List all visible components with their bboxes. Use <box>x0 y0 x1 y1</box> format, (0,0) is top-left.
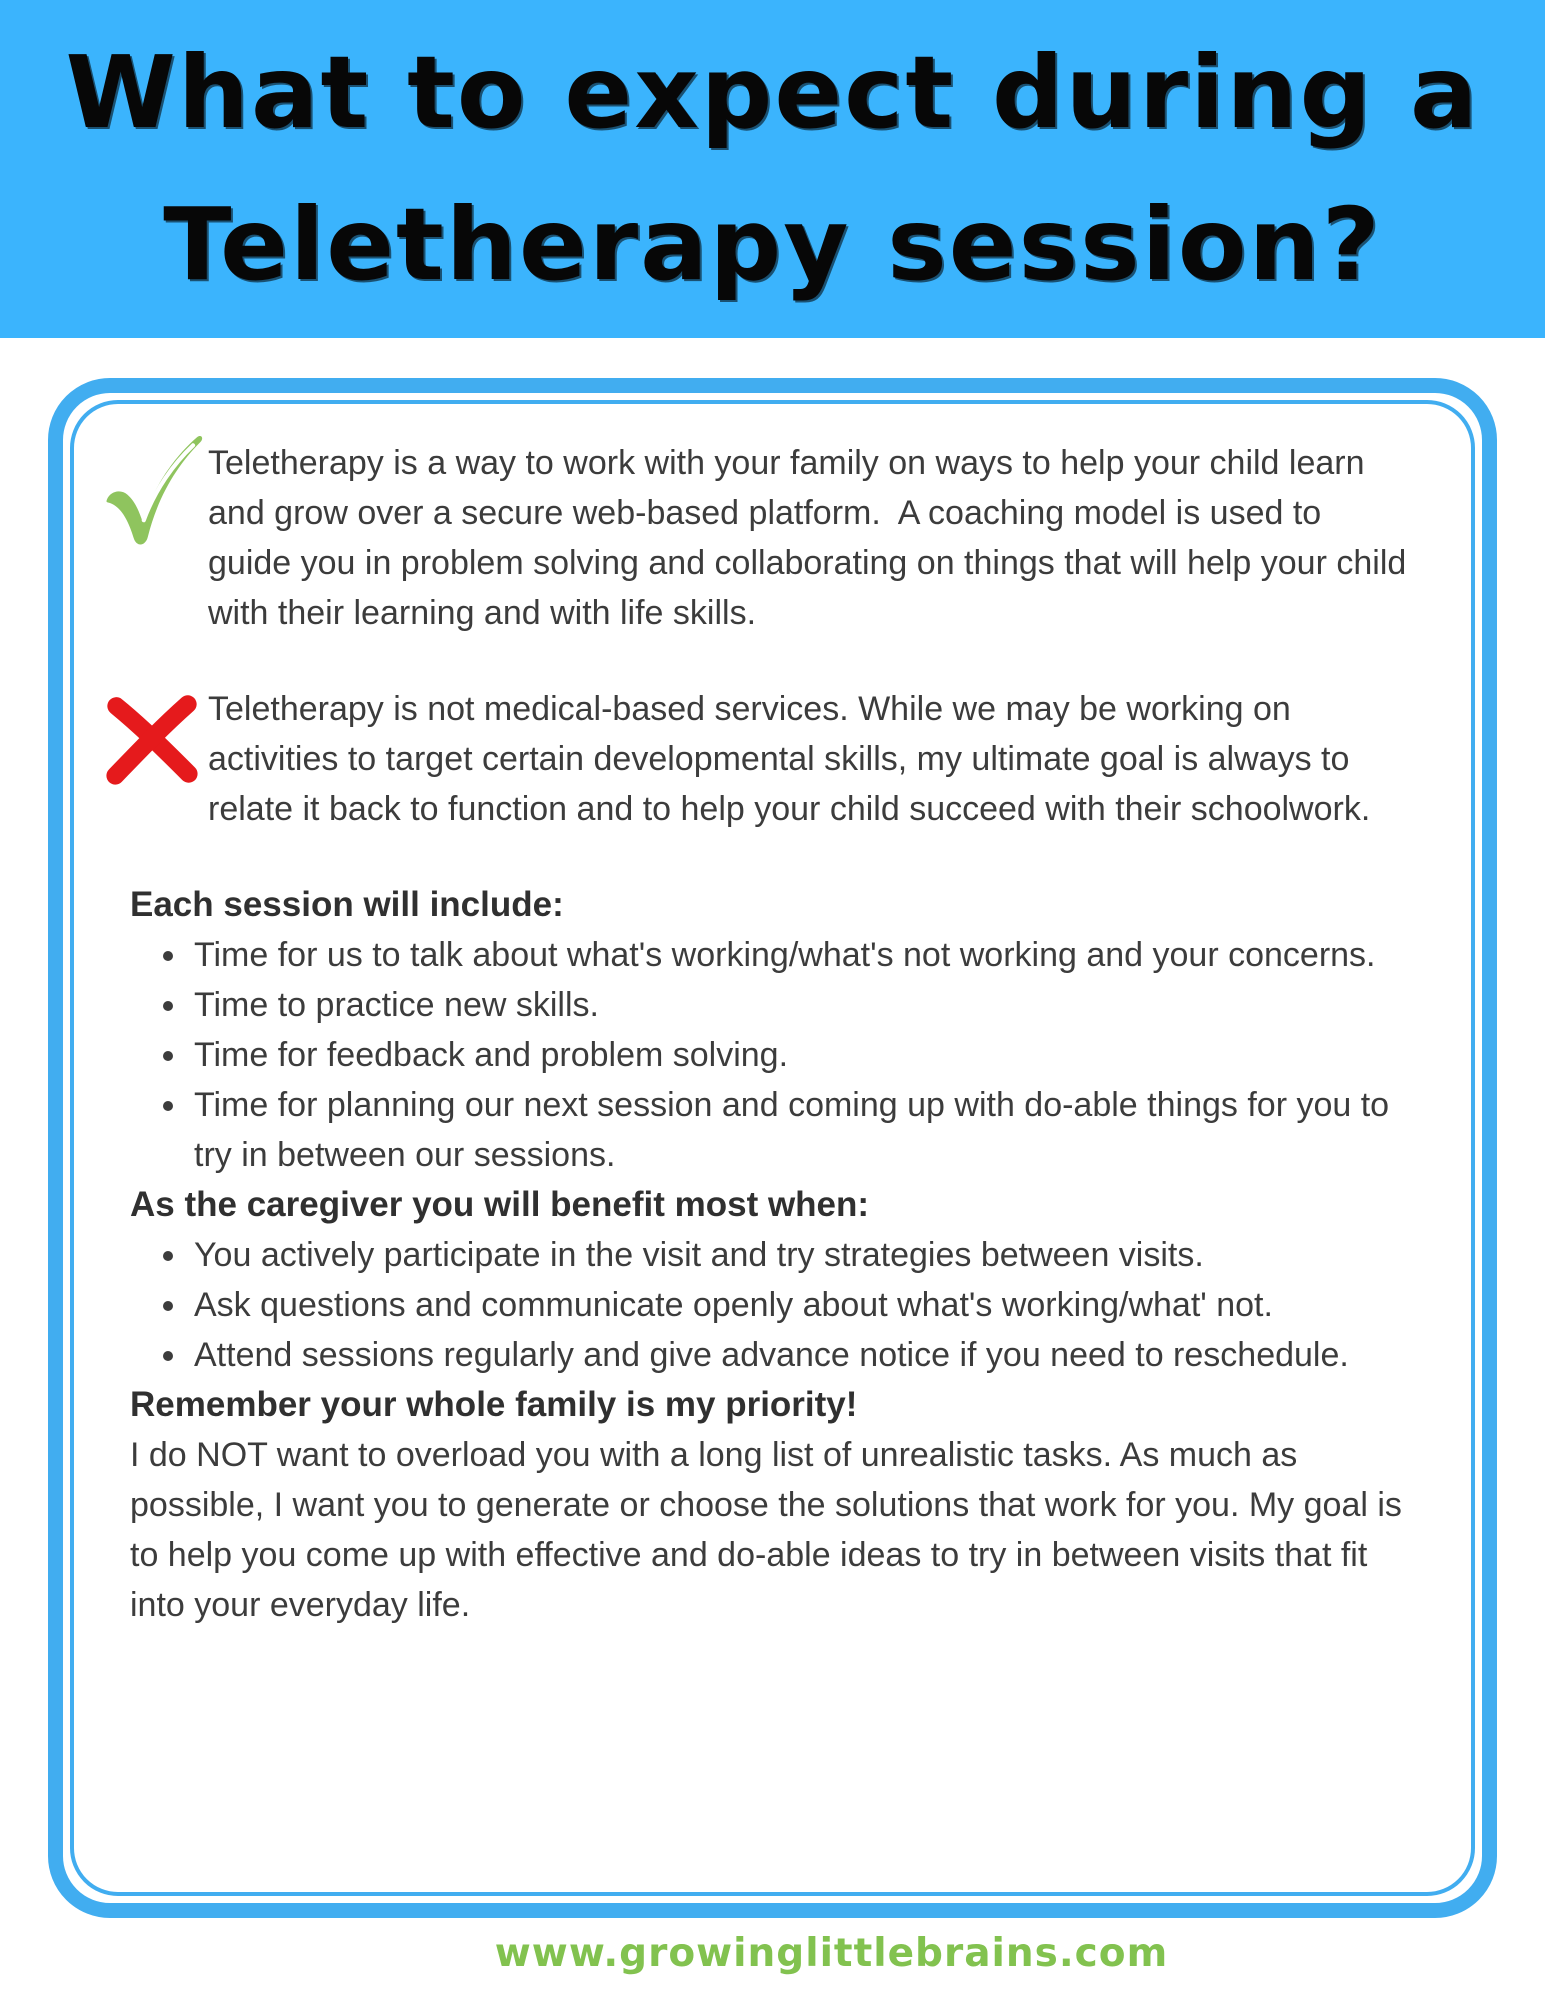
website-url[interactable]: www.growinglittlebrains.com <box>494 1931 1169 1976</box>
list-item: • Time for feedback and problem solving. <box>190 1030 1411 1080</box>
closing-paragraph: I do NOT want to overload you with a long list of unrealistic tasks. As much as possible, I want you to generate or choose the solutions that work for you. My goal is to help you come up with effective and do-able ideas to try in between visits that fit into your everyday life. <box>130 1436 1412 1624</box>
footer <box>0 1930 1545 1978</box>
list-item: • Time for us to talk about what's working/what's not working and your concerns. <box>190 930 1411 980</box>
red-x-icon <box>96 684 208 786</box>
list-item: • Attend sessions regularly and give advance notice if you need to reschedule. <box>190 1330 1411 1380</box>
content-box <box>48 378 1497 1918</box>
intro-check-text: Teletherapy is a way to work with your family on ways to help your child learn and grow over a secure web-based platform. A coaching model is used to guide you in problem solving and collaborating on things that will help your child with their learning and with life skills. <box>208 444 1416 632</box>
list-item: • Time for planning our next session and coming up with do-able things for you to try in between our sessions. <box>190 1080 1411 1180</box>
list-item: • You actively participate in the visit and try strategies between visits. <box>190 1230 1411 1280</box>
section-heading-family-priority: Remember your whole family is my priority! <box>130 1385 858 1424</box>
page-title-line-1: What to expect during a <box>65 34 1480 151</box>
section-heading-each-session: Each session will include: <box>130 885 564 924</box>
caregiver-list <box>102 1230 1411 1380</box>
header-banner <box>0 0 1545 338</box>
content-box-inner <box>70 400 1475 1896</box>
list-item: • Ask questions and communicate openly about what's working/what' not. <box>190 1280 1411 1330</box>
intro-item-x <box>96 684 1411 834</box>
page-title-line-2: Teletherapy session? <box>163 186 1382 303</box>
intro-x-text: Teletherapy is not medical-based services. While we may be working on activities to target certain developmental skills, my ultimate goal is always to relate it back to function and to help your child succeed with their schoolwork. <box>208 690 1371 828</box>
section-heading-caregiver: As the caregiver you will benefit most when: <box>130 1185 870 1224</box>
each-session-list <box>102 930 1411 1180</box>
intro-item-check <box>96 438 1416 638</box>
list-item: • Time to practice new skills. <box>190 980 1411 1030</box>
green-check-icon <box>96 438 208 550</box>
